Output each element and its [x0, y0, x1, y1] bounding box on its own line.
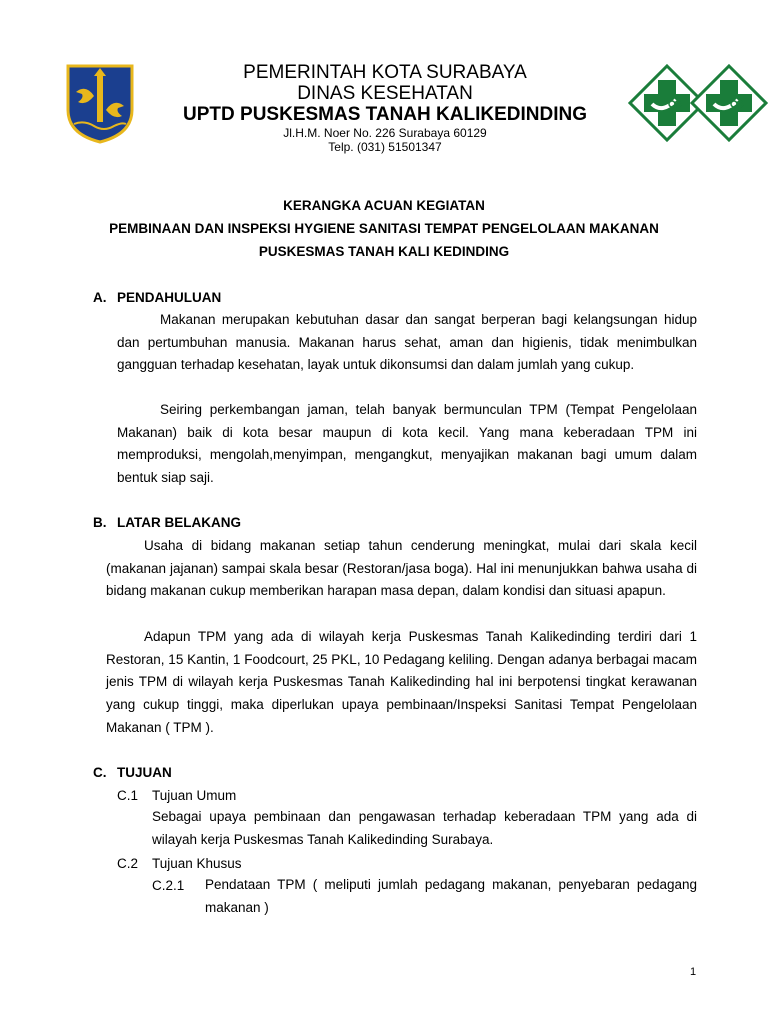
- c1-text: Sebagai upaya pembinaan dan pengawasan terhadap keberadaan TPM yang ada di wilayah kerja Puskesmas Tanah Kalikedinding Surabaya.: [152, 809, 697, 847]
- section-c-heading: TUJUAN: [117, 765, 172, 780]
- page-number: 1: [690, 966, 697, 978]
- section-b-paragraph-2: Adapun TPM yang ada di wilayah kerja Puskesmas Tanah Kalikedinding terdiri dari 1 Restoran, 15 Kantin, 1 Foodcourt, 25 PKL, 10 Pedagang keliling. Dengan adanya berbagai macam jenis TPM di wilayah kerja Puskesmas Tanah Kalikedinding hal ini berpotensi tingkat kerawanan yang cukup tinggi, maka diperlukan upaya pembinaan/Inspeksi Sanitasi Tempat Pengelolaan Makanan ( TPM ).: [106, 629, 697, 735]
- section-c-letter: C.: [93, 765, 107, 780]
- section-b-letter: B.: [93, 515, 107, 530]
- c2-label: Tujuan Khusus: [152, 856, 242, 871]
- doc-title-2: PEMBINAAN DAN INSPEKSI HYGIENE SANITASI TEMPAT PENGELOLAAN MAKANAN: [109, 221, 659, 236]
- c1-number: C.1: [117, 788, 139, 803]
- doc-title-1: KERANGKA ACUAN KEGIATAN: [283, 198, 485, 213]
- puskesmas-logo-2: [690, 64, 768, 142]
- doc-title-3: PUSKESMAS TANAH KALI KEDINDING: [258, 244, 510, 259]
- section-b-paragraph-1: Usaha di bidang makanan setiap tahun cenderung meningkat, mulai dari skala kecil (makanan jajanan) sampai skala besar (Restoran/jasa boga). Hal ini menunjukkan bahwa usaha di bidang makanan cukup memberikan harapan masa depan, dalam kondisi dan situasi apapun.: [106, 538, 697, 599]
- section-a-paragraph-1: Makanan merupakan kebutuhan dasar dan sangat berperan bagi kelangsungan hidup dan pertumbuhan manusia. Makanan harus sehat, aman dan higienis, tidak menimbulkan gangguan terhadap kesehatan, layak untuk dikonsumsi dan dalam jumlah yang cukup.: [117, 312, 697, 373]
- section-b-heading: LATAR BELAKANG: [117, 515, 241, 530]
- surabaya-emblem-logo: [64, 62, 136, 144]
- c21-text: Pendataan TPM ( meliputi jumlah pedagang makanan, penyebaran pedagang makanan ): [205, 877, 697, 915]
- section-a-letter: A.: [93, 290, 107, 305]
- section-a-heading: PENDAHULUAN: [117, 290, 222, 305]
- c1-label: Tujuan Umum: [152, 788, 237, 803]
- c2-number: C.2: [117, 856, 139, 871]
- header-government: PEMERINTAH KOTA SURABAYA: [243, 62, 527, 83]
- header-department: DINAS KESEHATAN: [297, 83, 473, 104]
- header-phone: Telp. (031) 51501347: [328, 140, 442, 154]
- c21-number: C.2.1: [152, 878, 185, 893]
- header-address: Jl.H.M. Noer No. 226 Surabaya 60129: [283, 126, 487, 140]
- header-institution: UPTD PUSKESMAS TANAH KALIKEDINDING: [183, 104, 587, 125]
- section-a-paragraph-2: Seiring perkembangan jaman, telah banyak bermunculan TPM (Tempat Pengelolaan Makanan) baik di kota besar maupun di kota kecil. Yang mana keberadaan TPM ini memproduksi, mengolah,menyimpan, mengangkut, menyajikan makanan bagi umum dalam bentuk siap saji.: [117, 402, 697, 486]
